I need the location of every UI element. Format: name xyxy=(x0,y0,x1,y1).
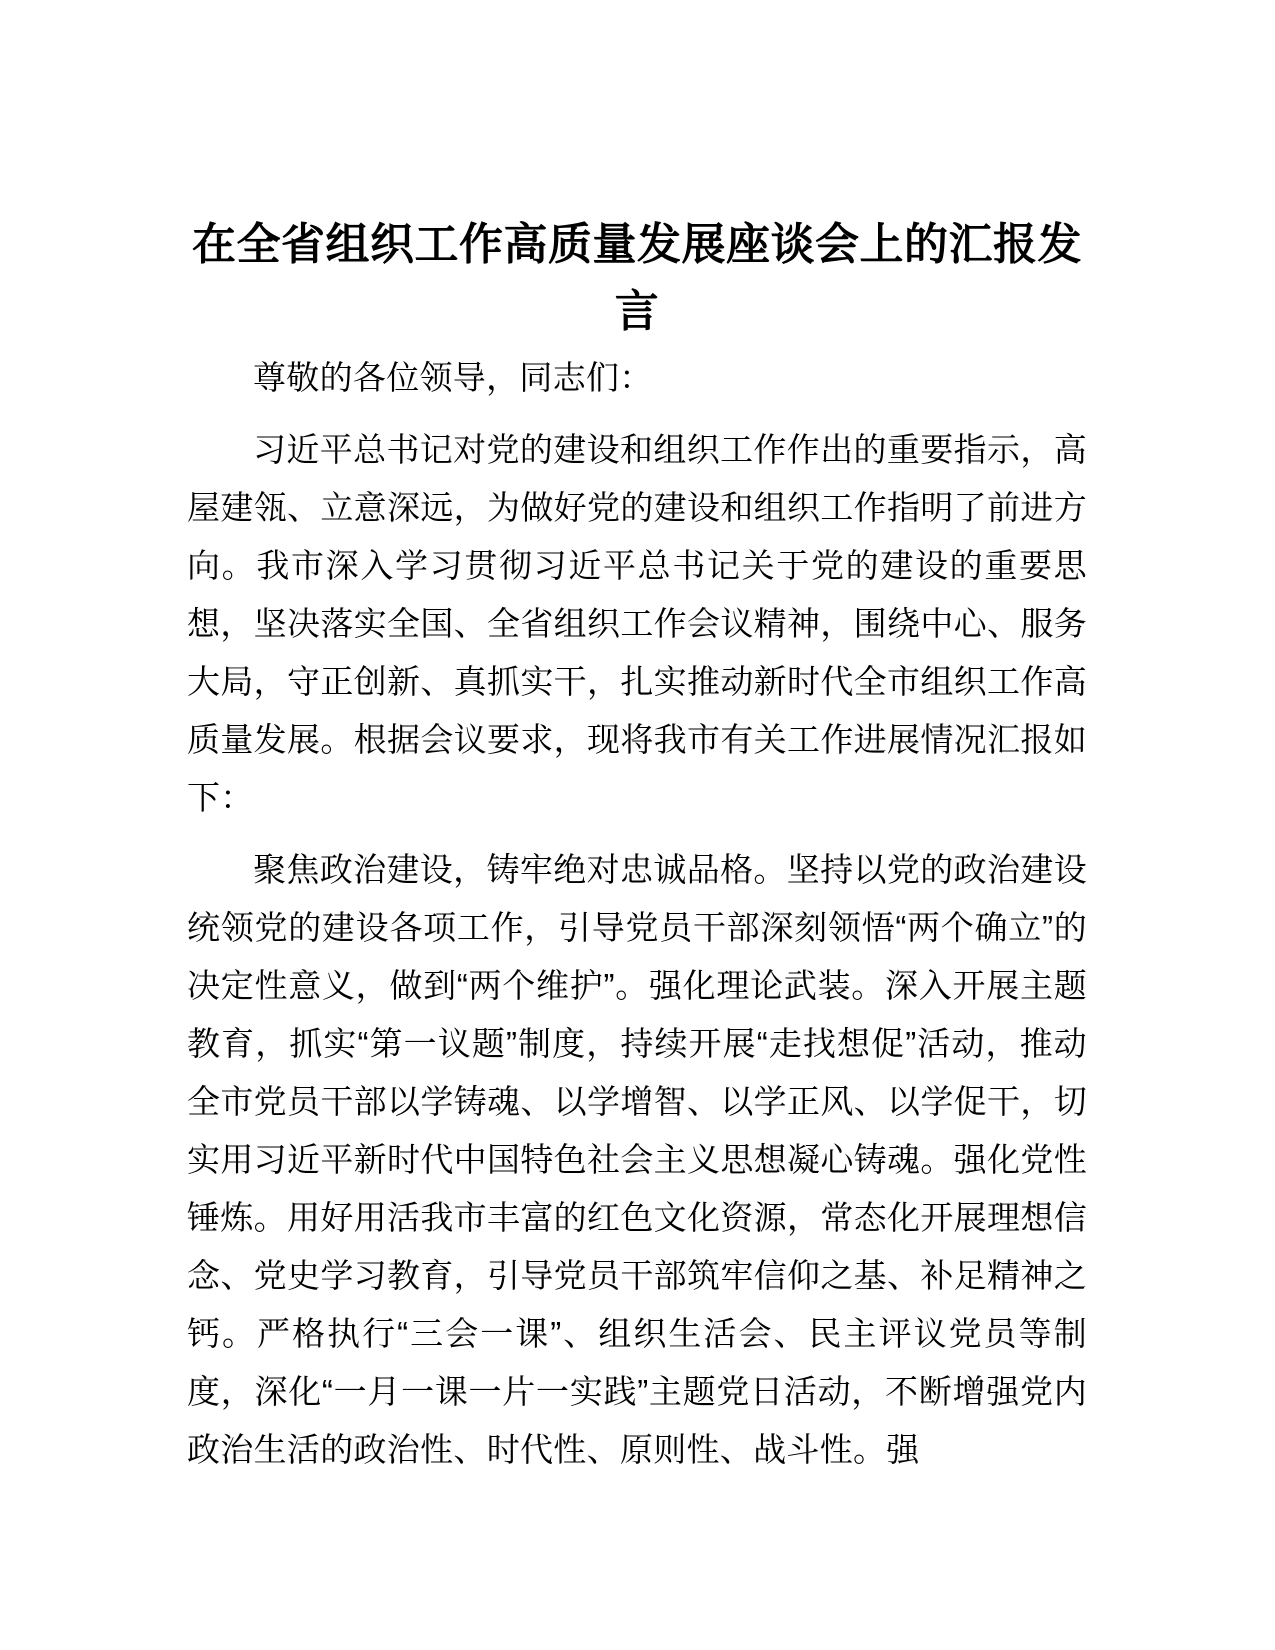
paragraph-intro: 习近平总书记对党的建设和组织工作作出的重要指示，高屋建瓴、立意深远，为做好党的建设和组织工作指明了前进方向。我市深入学习贯彻习近平总书记关于党的建设的重要思想，坚决落实全国、全省组织工作会议精神，围绕中心、服务大局，守正创新、真抓实干，扎实推动新时代全市组织工作高质量发展。根据会议要求，现将我市有关工作进展情况汇报如下： xyxy=(187,431,1087,816)
paragraph-greeting: 尊敬的各位领导，同志们： xyxy=(253,359,653,396)
paragraph-section-political-building: 聚焦政治建设，铸牢绝对忠诚品格。坚持以党的政治建设统领党的建设各项工作，引导党员干部深刻领悟“两个确立”的决定性意义，做到“两个维护”。强化理论武装。深入开展主题教育，抓实“第一议题”制度，持续开展“走找想促”活动，推动全市党员干部以学铸魂、以学增智、以学正风、以学促干，切实用习近平新时代中国特色社会主义思想凝心铸魂。强化党性锤炼。用好用活我市丰富的红色文化资源，常态化开展理想信念、党史学习教育，引导党员干部筑牢信仰之基、补足精神之钙。严格执行“三会一课”、组织生活会、民主评议党员等制度，深化“一月一课一片一实践”主题党日活动，不断增强党内政治生活的政治性、时代性、原则性、战斗性。强 xyxy=(187,851,1087,1468)
document-title: 在全省组织工作高质量发展座谈会上的汇报发言 xyxy=(192,220,1082,336)
